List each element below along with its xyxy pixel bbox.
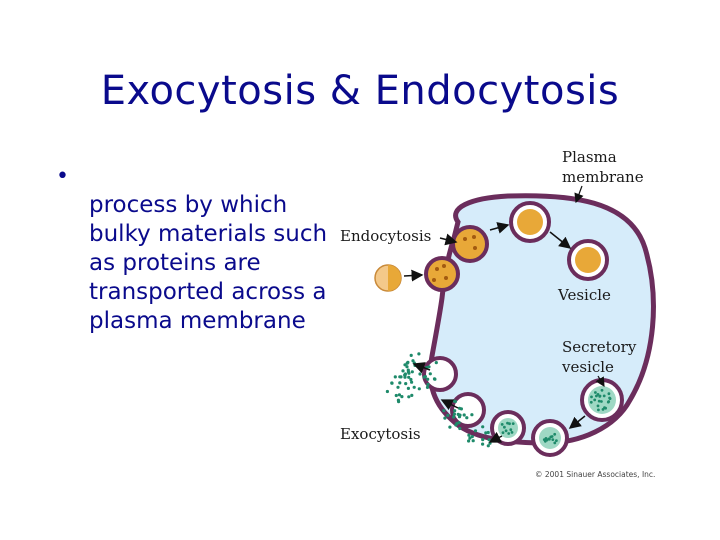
secretory-particle [467,434,470,437]
secretory-particle [427,365,430,368]
secretory-particle [410,394,413,397]
bullet-item [89,162,329,336]
vesicle-cargo-particle [608,392,611,395]
label-secretory-2: vesicle [562,358,614,376]
secretory-particle [448,400,451,403]
vesicle-cargo-particle [604,407,607,410]
secretory-particle [397,400,400,403]
secretory-particle [398,381,401,384]
label-plasma-membrane-2: membrane [562,168,644,186]
vesicle-cargo-particle [503,426,506,429]
vesicle-cargo-particle [594,391,597,394]
vesicle-cargo-particle [590,401,593,404]
secretory-particle [426,383,429,386]
secretory-particle [386,390,389,393]
vesicle-cargo-particle [549,436,552,439]
secretory-particle [455,422,458,425]
copyright-notice: © 2001 Sinauer Associates, Inc. [535,470,656,479]
secretory-particle [442,409,445,412]
secretory-particle [394,375,397,378]
vesicle-cargo-particle [595,395,598,398]
vesicle-cargo-particle [600,400,603,403]
secretory-particle [407,370,410,373]
secretory-particle [452,415,455,418]
secretory-vesicle-open-lower [452,394,484,426]
secretory-particle [474,429,477,432]
secretory-particle [426,386,429,389]
vesicle-cargo-particle [602,408,605,411]
endocytic-vesicle-1 [511,203,549,241]
secretory-particle [418,387,421,390]
secretory-particle [411,370,414,373]
secretory-particle [470,413,473,416]
slide-title: Exocytosis & Endocytosis [100,68,620,114]
label-endocytosis: Endocytosis [340,227,432,245]
secretory-particle [405,365,408,368]
label-secretory-1: Secretory [562,338,637,356]
secretory-particle [467,439,470,442]
secretory-particle [454,400,457,403]
vesicle-cargo-particle [599,395,602,398]
secretory-particle [484,431,487,434]
endocytic-vesicle-2 [569,241,607,279]
secretory-particle [407,387,410,390]
vesicle-cargo-particle [509,428,512,431]
endocytosis-budding-vesicle [426,258,458,290]
arrow-particle-in [404,275,422,276]
secretory-particle [481,443,484,446]
secretory-particle [433,378,436,381]
label-plasma-membrane-1: Plasma [562,148,617,166]
exocytosis-endocytosis-diagram [330,138,675,483]
secretory-particle [481,438,484,441]
secretory-particle [488,438,491,441]
vesicle-cargo-particle [593,399,596,402]
secretory-particle [395,394,398,397]
secretory-particle [426,378,429,381]
vesicle-cargo-particle [512,422,515,425]
secretory-particle [398,375,401,378]
vesicle-cargo-particle [508,422,511,425]
secretory-particle [481,425,484,428]
vesicle-cargo-particle [502,431,505,434]
secretory-particle [411,359,414,362]
bullet-marker: • [56,164,69,189]
secretory-vesicle-1 [582,380,622,420]
secretory-particle [418,372,421,375]
secretory-particle [406,361,409,364]
vesicle-cargo-particle [597,405,600,408]
vesicle-cargo-particle [501,423,504,426]
secretory-particle [446,414,449,417]
vesicle-cargo-particle [507,432,510,435]
bullet-item-text: process by which bulky materials such as proteins are transported across a plasma membrane [89,192,328,334]
secretory-particle [423,376,426,379]
vesicle-cargo-particle [601,389,604,392]
secretory-particle [429,372,432,375]
vesicle-cargo-particle [511,431,514,434]
secretory-particle [457,413,460,416]
secretory-particle [407,395,410,398]
secretory-particle [463,413,466,416]
secretory-particle [400,395,403,398]
vesicle-cargo-particle [555,439,558,442]
secretory-particle [396,386,399,389]
label-exocytosis: Exocytosis [340,425,421,443]
secretory-particle [404,382,407,385]
secretory-particle [458,407,461,410]
endocytosis-pinching-vesicle [453,227,487,261]
secretory-particle [487,444,490,447]
vesicle-cargo-particle [551,438,554,441]
secretory-particle [453,409,456,412]
secretory-particle [390,381,393,384]
vesicle-cargo-particle [505,429,508,432]
vesicle-cargo-particle [607,400,610,403]
vesicle-cargo-particle [553,433,556,436]
vesicle-cargo-particle [553,442,556,445]
vesicle-cargo-particle [543,438,546,441]
secretory-particle [413,386,416,389]
label-vesicle: Vesicle [558,286,611,304]
extracellular-particle [375,265,401,291]
secretory-particle [468,437,471,440]
secretory-particle [410,354,413,357]
secretory-particle [407,376,410,379]
secretory-particle [410,381,413,384]
secretory-particle [435,361,438,364]
secretory-particle [448,426,451,429]
secretory-particle [417,352,420,355]
secretory-particle [404,372,407,375]
secretory-particle [458,427,461,430]
secretory-particle [465,416,468,419]
secretory-particle [472,439,475,442]
vesicle-cargo-particle [590,396,593,399]
vesicle-cargo-particle [603,395,606,398]
secretory-particle [401,369,404,372]
vesicle-cargo-particle [608,397,611,400]
secretory-particle [443,417,446,420]
vesicle-cargo-particle [597,409,600,412]
secretory-particle [453,413,456,416]
